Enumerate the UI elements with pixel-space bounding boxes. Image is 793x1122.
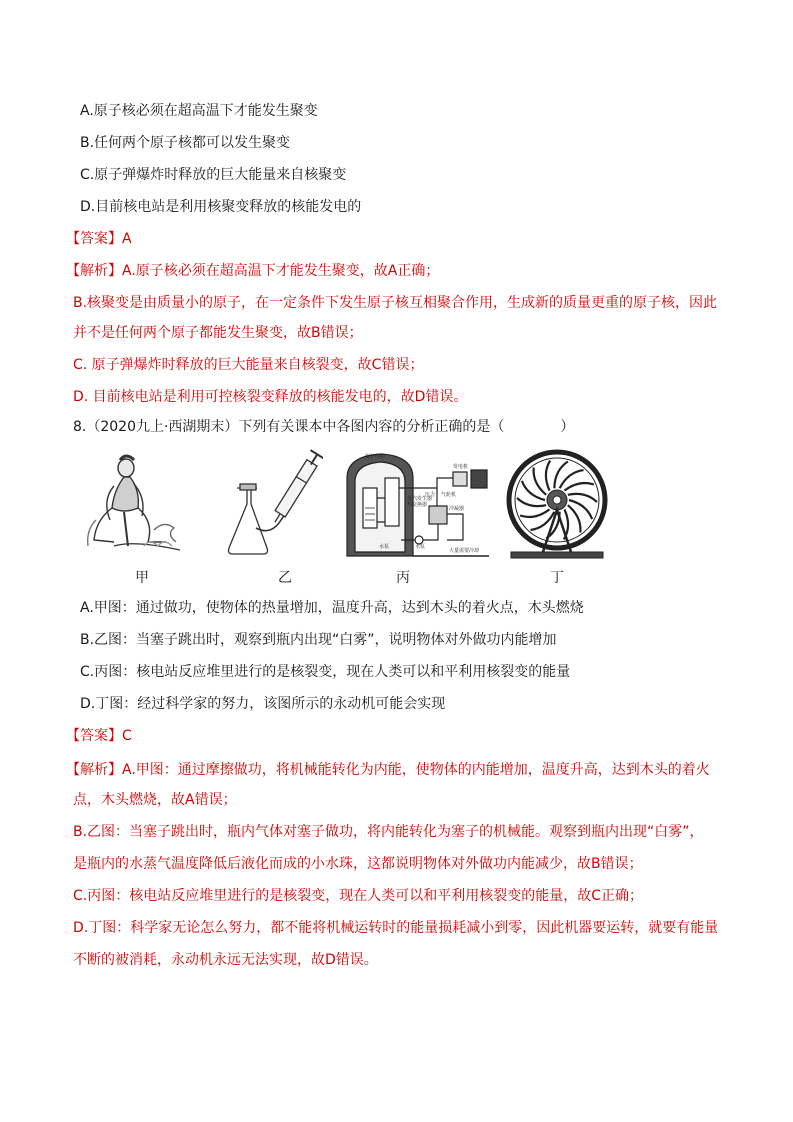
q7-analysis-line-5: D. 目前核电站是利用可控核裂变释放的核能发电的，故D错误。 [73,389,468,405]
fig-yi-flask-syringe [223,448,323,560]
label-generator: 发电机 [453,464,469,470]
fig-ding-perpetual-wheel [503,448,611,560]
q7-option-d: D.目前核电站是利用核聚变释放的核能发电的 [80,199,362,215]
q8-option-a: A.甲图：通过做功，使物体的热量增加，温度升高，达到木头的着火点，木头燃烧 [80,600,584,616]
label-pressure: 压力 [425,492,436,498]
q7-analysis-line-2: B.核聚变是由质量小的原子，在一定条件下发生原子核互相聚合作用，生成新的质量更重的原子核，因此 [73,295,718,311]
label-pump-1: 水泵 [415,544,426,550]
wheel-blade [564,483,593,491]
q8-option-b: B.乙图：当塞子跳出时，观察到瓶内出现“白雾”，说明物体对外做功内能增加 [80,632,557,648]
fig-caption-bing: 丙 [396,570,410,586]
fig-jia-fire-drilling [84,450,184,555]
q7-option-a: A.原子核必须在超高温下才能发生聚变 [80,103,318,119]
label-steam-generator: 蒸汽发生器 [407,496,433,502]
label-heat-exchanger: 热交换器 [407,502,428,508]
wheel-blade [520,509,549,517]
label-protective-structure: 保护结构 [365,454,386,460]
fig-caption-yi: 乙 [278,570,292,586]
fig-caption-ding: 丁 [550,570,564,586]
q8-analysis-text-1: A.甲图：通过摩擦做功，将机械能转化为内能，使物体的内能增加，温度升高，达到木头的着火 [122,762,710,778]
fig-caption-jia: 甲 [135,570,149,586]
wheel-blade [534,467,547,494]
q7-answer-value: A [122,231,132,247]
q8-option-d: D.丁图：经过科学家的努力，该图所示的永动机可能会实现 [80,696,446,712]
wheel-blade [546,461,550,491]
label-condenser: 冷凝器 [449,506,465,512]
q7-option-b: B.任何两个原子核都可以发生聚变 [80,135,291,151]
q8-analysis-label: 【解析】 [66,762,122,778]
q8-answer-label: 【答案】 [66,728,122,744]
q7-option-c: C.原子弹爆炸时释放的巨大能量来自核聚变 [80,167,347,183]
q8-analysis-line-3: B.乙图：当塞子跳出时，瓶内气体对塞子做功，将内能转化为塞子的机械能。观察到瓶内出现“白雾”， [73,824,704,840]
q8-analysis-line-2: 点，木头燃烧，故A错误； [73,792,237,808]
q8-analysis-line-6: D.丁图：科学家无论怎么努力，都不能将机械运转时的能量损耗减小到零，因此机器要运转，就要有能量 [73,920,719,936]
q8-option-c: C.丙图：核电站反应堆里进行的是核裂变，现在人类可以和平利用核裂变的能量 [80,664,571,680]
label-cooling: 大量需要冷却 [449,548,480,554]
fig-bing-nuclear-plant [341,448,491,560]
q8-answer [66,726,132,746]
q8-analysis-line-4: 是瓶内的水蒸气温度降低后液化而成的小水珠，这都说明物体对外做功内能减少，故B错误； [73,856,643,872]
q8-answer-value: C [122,728,132,744]
q8-analysis-line-1 [66,760,710,780]
q8-analysis-line-5: C.丙图：核电站反应堆里进行的是核裂变，现在人类可以和平利用核裂变的能量，故C正确； [73,888,643,904]
q7-analysis-text-1: A.原子核必须在超高温下才能发生聚变，故A正确； [122,263,440,279]
label-turbine: 气轮机 [441,492,457,498]
q7-answer [66,229,132,249]
label-pump-2: 水泵 [379,544,390,550]
q7-answer-label: 【答案】 [66,231,122,247]
q8-stem: 8.（2020九上·西湖期末）下列有关课本中各图内容的分析正确的是（ ） [73,419,575,435]
q8-figures [78,448,618,586]
q7-analysis-line-4: C. 原子弹爆炸时释放的巨大能量来自核裂变，故C错误； [73,357,424,373]
q7-analysis-label: 【解析】 [66,263,122,279]
q8-analysis-line-7: 不断的被消耗，永动机永远无法实现，故D错误。 [73,952,378,968]
q7-analysis-line-1 [66,261,439,281]
q7-analysis-line-3: 并不是任何两个原子都能发生聚变，故B错误； [73,325,363,341]
wheel-blade [568,505,581,532]
